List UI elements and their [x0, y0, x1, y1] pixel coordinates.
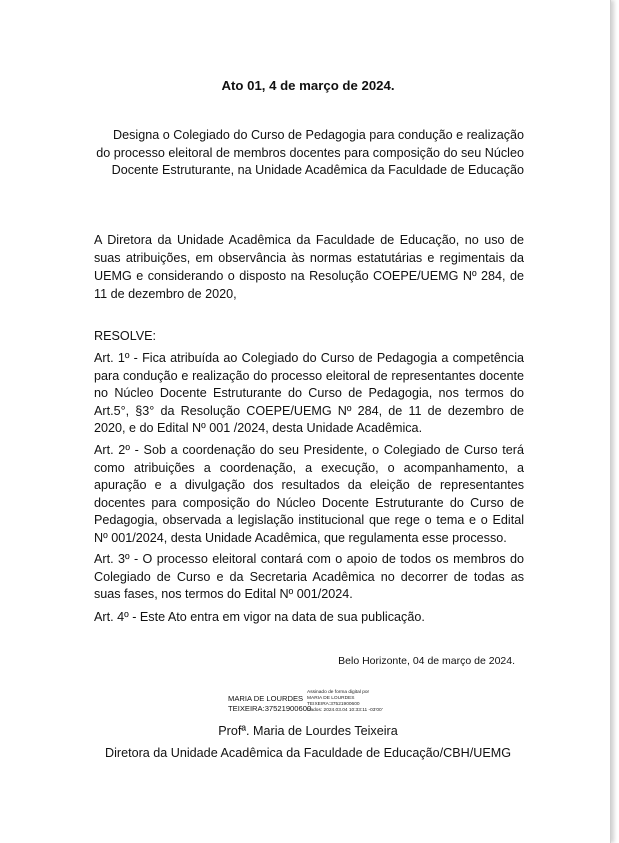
place-and-date: Belo Horizonte, 04 de março de 2024. [338, 655, 515, 667]
act-summary: Designa o Colegiado do Curso de Pedagogia para condução e realização do processo eleitoral de membros docentes para composição do seu Núcleo Docente Estruturante, na Unidade Acadêmica da Faculdade de Educação [96, 128, 524, 177]
signature-detail-line-3: TEIXEIRA:37521900600 [307, 702, 360, 707]
article-3: Art. 3º - O processo eleitoral contará com o apoio de todos os membros do Colegiado de Curso e da Secretaria Acadêmica no decorrer de todas as suas fases, nos termos do Edital Nº 001/2024. [94, 552, 524, 602]
signature-detail-line-2: MARIA DE LOURDES [307, 696, 355, 701]
signer-name: Profª. Maria de Lourdes Teixeira [218, 724, 398, 738]
signature-detail-line-4: Dados: 2024.03.04 10:33:11 -03'00' [307, 708, 383, 713]
signer-role: Diretora da Unidade Acadêmica da Faculdade de Educação/CBH/UEMG [104, 746, 512, 760]
signature-details [307, 690, 383, 714]
preamble-paragraph: A Diretora da Unidade Acadêmica da Faculdade de Educação, no uso de suas atribuições, em observância às normas estatutárias e regimentais da UEMG e considerando o disposto na Resolução COEPE/UEMG Nº 284, de 11 de dezembro de 2020, [94, 233, 524, 301]
article-2: Art. 2º - Sob a coordenação do seu Presidente, o Colegiado de Curso terá como atribuições a coordenação, a execução, o acompanhamento, a apuração e a divulgação dos resultados da eleição de representantes docentes para composição do Núcleo Docente Estruturante do Curso de Pedagogia, observada a legislação institucional que rege o tema e o Edital Nº 001/2024, desta Unidade Acadêmica, que regulamenta esse processo. [94, 443, 524, 545]
act-title: Ato 01, 4 de março de 2024. [221, 78, 395, 93]
signature-detail-line-1: Assinado de forma digital por [307, 690, 370, 695]
signature-name [228, 694, 312, 714]
signature-name-line-2: TEIXEIRA:37521900600 [228, 704, 312, 713]
article-4: Art. 4º - Este Ato entra em vigor na data de sua publicação. [94, 610, 425, 624]
signature-name-line-1: MARIA DE LOURDES [228, 694, 304, 703]
article-1: Art. 1º - Fica atribuída ao Colegiado do Curso de Pedagogia a competência para condução e realização do processo eleitoral de representantes docente no Núcleo Docente Estruturante do Curso de Pedagogia, nos termos do Art.5°, §3° da Resolução COEPE/UEMG Nº 284, de 11 de dezembro de 2020, e do Edital Nº 001 /2024, desta Unidade Acadêmica. [94, 351, 524, 436]
resolve-heading: RESOLVE: [94, 329, 157, 343]
